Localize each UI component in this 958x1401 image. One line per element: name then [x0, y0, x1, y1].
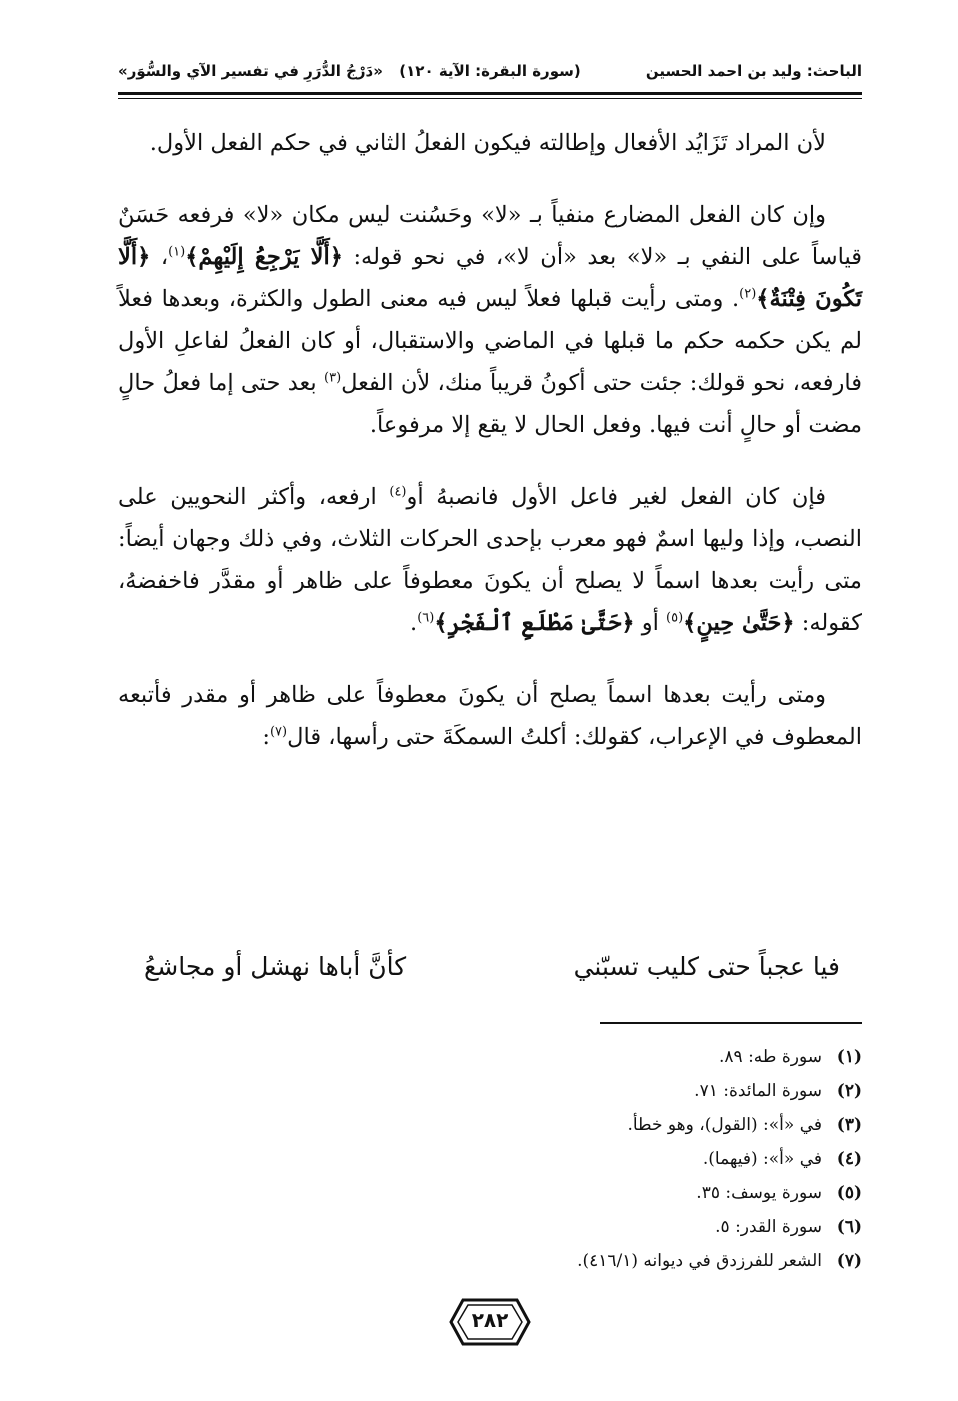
text-run: لأن المراد تَزَايُد الأفعال وإطالته فيكون الفعلُ الثاني في حكم الفعل الأول. [149, 130, 826, 156]
text-run: ومتى رأيت بعدها اسماً يصلح أن يكونَ معطوفاً على ظاهر أو مقدر فأتبعه المعطوف في الإعراب، كقولك: أكلتُ السمكَةَ حتى رأسها، قال [118, 682, 862, 750]
footnote-item [118, 1074, 862, 1108]
text-run: ارفعه، وأكثر النحويين على النصب، وإذا وليها اسمٌ فهو معرب بإحدى الحركات الثلاث، وفي ذلك وجهان أيضاً: متى رأيت بعدها اسماً لا يصلح أن يكونَ معطوفاً على ظاهر أو مقدَّر فاخفضهُ، كقوله: [118, 484, 862, 636]
footnote-item [118, 1244, 862, 1278]
quran-verse: ﴿أَلَّا تَكُونَ فِتْنَةٌ﴾ [118, 244, 863, 312]
footnote-number: (٢) [836, 1081, 862, 1101]
footnote-separator [600, 1022, 862, 1024]
main-text [118, 122, 862, 788]
footnote-ref: (٣) [324, 370, 342, 386]
footnote-ref: (١) [168, 244, 186, 260]
footnote-text: سورة المائدة: ٧١. [694, 1081, 822, 1101]
text-run: . [410, 610, 418, 636]
text-run: . ومتى رأيت قبلها فعلاً ليس فيه معنى الطول والكثرة، وبعدها فعلاً لم يكن حكمه حكم ما قبلها في الماضي والاستقبال، أو كان الفعلُ لفاعلِ الأول فارفعه، نحو قولك: جئت حتى أكونُ قريباً منك، لأن الفعل [118, 286, 863, 396]
header-rule-thick [118, 92, 862, 95]
footnote-number: (٣) [836, 1115, 862, 1135]
header-rule-thin [118, 98, 862, 99]
footnote-item [118, 1040, 862, 1074]
footnote-item [118, 1108, 862, 1142]
poem-hemistich-first: فيا عجباً حتى كليب تسبّني [573, 952, 840, 981]
text-run: وإن كان الفعل المضارع منفياً بـ «لا» وحَسُنت ليس مكان «لا» فرفعه حَسَنٌ قياساً على النفي بـ «لا» بعد «أن لا»، في نحو قوله: [118, 202, 862, 270]
footnote-text: الشعر للفرزدق في ديوانه (٤١٦/١). [577, 1251, 822, 1271]
footnote-ref: (٤) [389, 484, 407, 500]
footnote-ref: (٦) [417, 610, 435, 626]
footnote-number: (٥) [836, 1183, 862, 1203]
quran-verse: ﴿أَلَّا يَرْجِعُ إِلَيْهِمْ﴾ [185, 244, 343, 270]
paragraph [118, 194, 862, 446]
footnote-text: سورة يوسف: ٣٥. [696, 1183, 822, 1203]
text-run: فإن كان الفعل لغير فاعل الأول فانصبهُ أو [406, 484, 826, 510]
poem-verse [130, 952, 850, 1000]
header-author: الباحث: وليد بن احمد الحسين [645, 62, 862, 80]
footnote-text: سورة طه: ٨٩. [719, 1047, 822, 1067]
header-book-title: «دَرْجُ الدُّرَرِ في تفسير الآي والسُّوَر» [118, 62, 383, 80]
paragraph [118, 674, 862, 758]
footnote-item [118, 1176, 862, 1210]
footnote-ref: (٥) [666, 610, 684, 626]
text-run: أو [634, 610, 666, 636]
header-surah: (سورة البقرة: الآية ١٢٠) [399, 62, 581, 80]
footnote-ref: (٢) [739, 286, 757, 302]
footnote-number: (٦) [836, 1217, 862, 1237]
page-number: ٢٨٢ [471, 1308, 509, 1332]
footnote-item [118, 1142, 862, 1176]
footnote-item [118, 1210, 862, 1244]
footnote-number: (١) [836, 1047, 862, 1067]
footnote-number: (٧) [836, 1251, 862, 1271]
poem-hemistich-second: كأنَّ أباها نهشل أو مجاشعُ [144, 952, 407, 981]
paragraph [118, 476, 862, 644]
paragraph [118, 122, 862, 164]
footnote-number: (٤) [836, 1149, 862, 1169]
footnote-text: في «أ»: (القول)، وهو خطأ. [627, 1115, 822, 1135]
text-run: : [262, 724, 270, 750]
footnote-text: في «أ»: (فيهما). [702, 1149, 822, 1169]
quran-verse: ﴿حَتَّىٰ مَطْلَعِ ٱلْفَجْرِ﴾ [434, 610, 635, 636]
text-run: ، [150, 244, 169, 270]
footnotes [118, 1040, 862, 1278]
page-number-ornament [449, 1296, 531, 1348]
text-run: بعد حتى إما فعلُ حالٍ مضت أو حالٍ أنت فيها. وفعل الحال لا يقع إلا مرفوعاً. [118, 370, 862, 438]
footnote-text: سورة القدر: ٥. [715, 1217, 822, 1237]
running-header [118, 62, 862, 86]
footnote-ref: (٧) [269, 724, 288, 740]
quran-verse: ﴿حَتَّىٰ حِينٍ﴾ [683, 610, 795, 636]
